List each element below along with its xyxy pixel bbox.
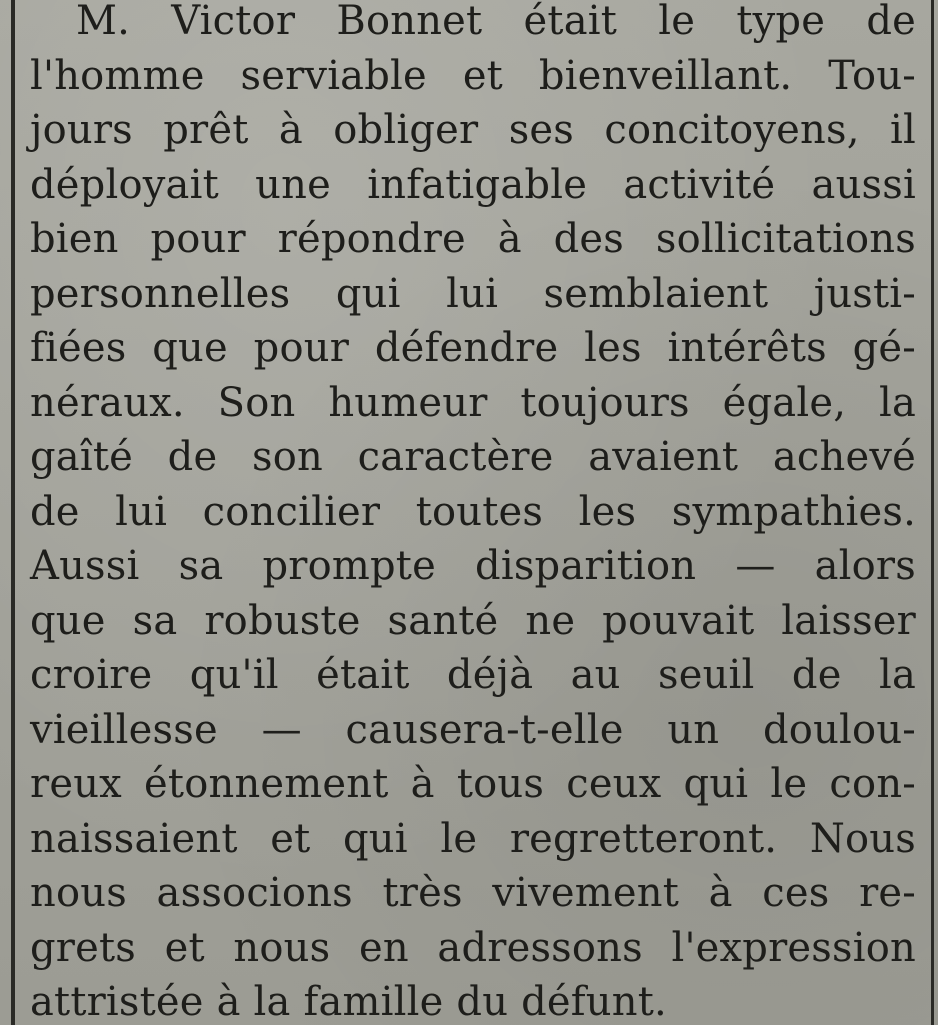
article-line-13: croire qu'il était déjà au seuil de la (30, 652, 916, 698)
article-line-11: Aussi sa prompte disparition — alors (30, 543, 916, 589)
left-column-rule (11, 0, 15, 1025)
article-line-3: jours prêt à obliger ses concitoyens, il (30, 107, 916, 153)
article-line-9: gaîté de son caractère avaient achevé (30, 434, 916, 480)
article-line-2: l'homme serviable et bienveillant. Tou- (30, 52, 916, 99)
article-line-8: néraux. Son humeur toujours égale, la (30, 379, 916, 426)
article-line-16: naissaient et qui le regretteront. Nous (30, 815, 916, 862)
article-line-7: fiées que pour défendre les intérêts gé- (30, 325, 916, 371)
article-line-1: M. Victor Bonnet était le type de (76, 0, 916, 44)
article-line-14: vieillesse — causera-t-elle un doulou- (30, 706, 916, 753)
article-line-19: attristée à la famille du défunt. (30, 979, 667, 1025)
article-line-18: grets et nous en adressons l'expression (30, 924, 916, 971)
article-text-column (30, 0, 916, 1025)
article-line-5: bien pour répondre à des sollicitations (30, 216, 916, 262)
article-line-15: reux étonnement à tous ceux qui le con- (30, 761, 916, 807)
article-line-12: que sa robuste santé ne pouvait laisser (30, 597, 916, 644)
right-column-rule (931, 0, 934, 1025)
article-line-10: de lui concilier toutes les sympathies. (30, 488, 916, 535)
article-line-6: personnelles qui lui semblaient justi- (30, 270, 916, 317)
article-line-17: nous associons très vivement à ces re- (30, 870, 916, 916)
article-line-4: déployait une infatigable activité aussi (30, 161, 916, 208)
